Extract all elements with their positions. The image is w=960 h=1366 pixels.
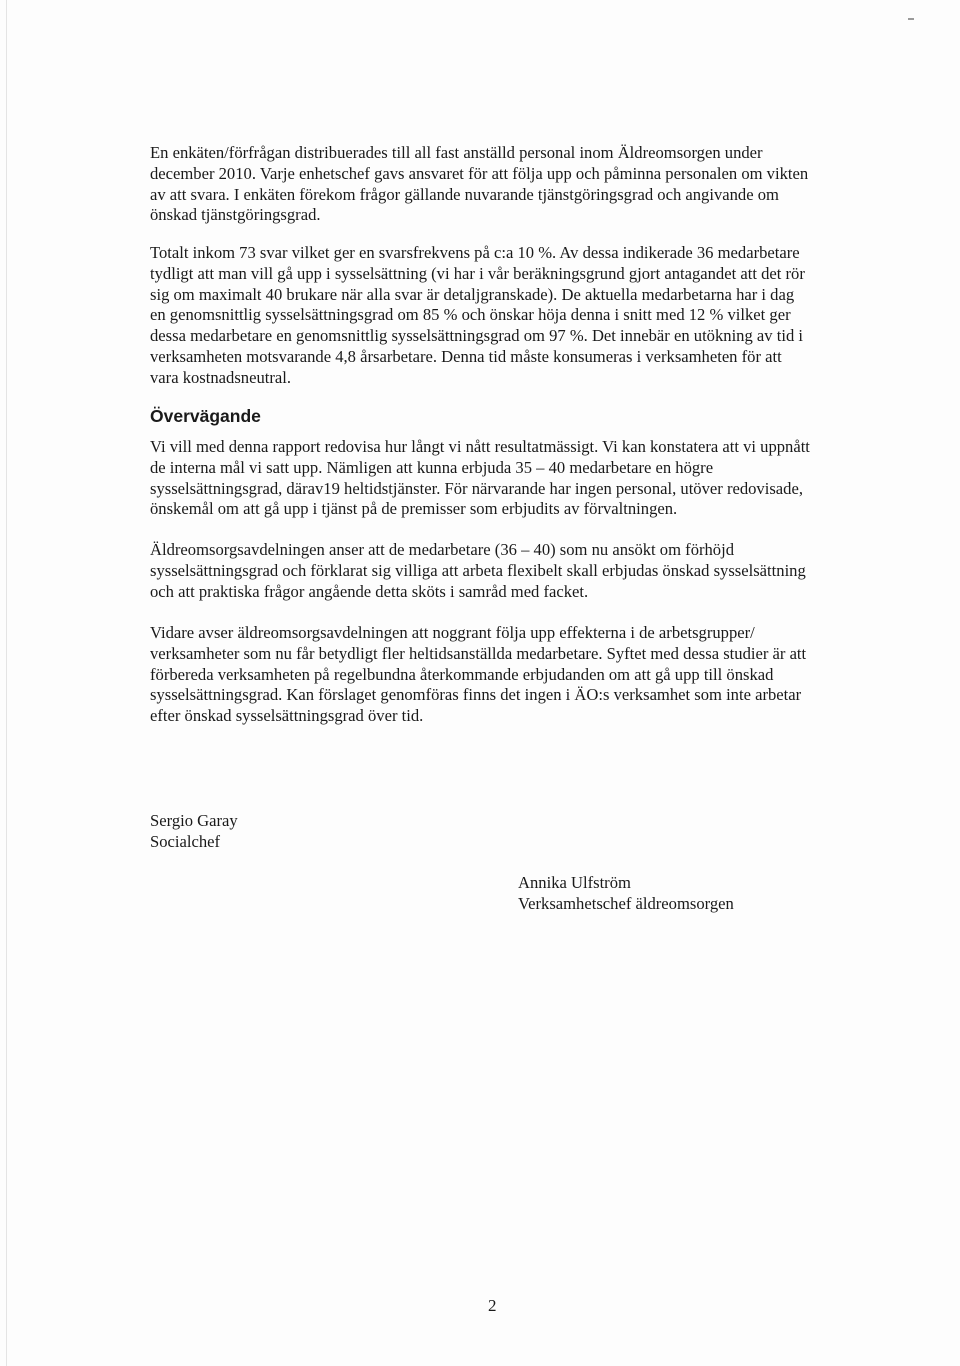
text-line: sysselsättningsgrad och förklarat sig villiga att arbeta flexibelt skall erbjudas önskad sysselsättning — [150, 560, 806, 580]
signature-name: Annika Ulfström — [518, 873, 631, 892]
scan-mark — [908, 18, 914, 20]
text-line: av att svara. I enkäten förekom frågor gällande nuvarande tjänstgöringsgrad och angivande om — [150, 184, 779, 204]
text-line: sig om maximalt 40 brukare när alla svar är detaljgranskade). De aktuella medarbetarna har i dag — [150, 284, 795, 304]
text-line: och att praktiska frågor angående detta sköts i samråd med facket. — [150, 581, 589, 601]
text-line: tydligt att man vill gå upp i sysselsättning (vi har i vår beräkningsgrund gjort antagandet att det rör — [150, 263, 805, 283]
text-line: sysselsättningsgrad. Kan förslaget genomföras finns det ingen i ÄO:s verksamhet som inte arbetar — [150, 685, 802, 705]
signature-block-social-chief — [150, 810, 238, 852]
paragraph-survey-distribution — [150, 143, 850, 226]
text-line: verksamheten motsvarande 4,8 årsarbetare. Denna tid måste konsumeras i verksamheten för att — [150, 346, 782, 366]
text-line: Äldreomsorgsavdelningen anser att de medarbetare (36 – 40) som nu ansökt om förhöjd — [150, 540, 735, 559]
text-line: Vi vill med denna rapport redovisa hur långt vi nått resultatmässigt. Vi kan konstatera att vi uppnått — [150, 437, 810, 456]
text-line: förbereda verksamheten på regelbundna återkommande erbjudanden om att gå upp till önskad — [150, 664, 774, 684]
section-heading: Övervägande — [150, 406, 261, 426]
signature-name: Sergio Garay — [150, 811, 238, 830]
signature-title: Verksamhetschef äldreomsorgen — [518, 894, 734, 913]
signature-block-operations-manager — [518, 872, 734, 914]
paragraph-department-opinion — [150, 540, 850, 602]
text-line: dessa medarbetare en genomsnittlig sysselsättningsgrad om 97 %. Det innebär en utökning av tid i — [150, 326, 804, 346]
text-line: En enkäten/förfrågan distribuerades till all fast anställd personal inom Äldreomsorgen under — [150, 143, 763, 162]
text-line: de interna mål vi satt upp. Nämligen att kunna erbjuda 35 – 40 medarbetare en högre — [150, 457, 714, 477]
text-line: efter önskad sysselsättningsgrad över tid. — [150, 706, 424, 726]
text-line: en genomsnittlig sysselsättningsgrad om 85 % och önskar höja denna i snitt med 12 % vilket ger — [150, 305, 791, 325]
text-line: december 2010. Varje enhetschef gavs ansvaret för att följa upp och påminna personalen om vikten — [150, 163, 809, 183]
scan-edge-line — [6, 0, 7, 1366]
text-line: önskemål om att gå upp i tjänst på de premisser som erbjudits av förvaltningen. — [150, 499, 678, 519]
text-line: Vidare avser äldreomsorgsavdelningen att noggrant följa upp effekterna i de arbetsgrupper/ — [150, 623, 755, 642]
paragraph-report-results — [150, 437, 850, 520]
text-line: sysselsättningsgrad, därav19 heltidstjänster. För närvarande har ingen personal, utöver redovisade, — [150, 478, 803, 498]
text-line: verksamheter som nu får betydligt fler heltidsanställda medarbetare. Syftet med dessa studier är att — [150, 643, 807, 663]
page-number: 2 — [488, 1296, 497, 1315]
paragraph-follow-up — [150, 623, 850, 727]
text-line: vara kostnadsneutral. — [150, 367, 291, 387]
text-line: Totalt inkom 73 svar vilket ger en svarsfrekvens på c:a 10 %. Av dessa indikerade 36 medarbetare — [150, 243, 800, 262]
signature-title: Socialchef — [150, 832, 221, 851]
text-line: önskad tjänstgöringsgrad. — [150, 205, 321, 225]
paragraph-survey-results — [150, 243, 850, 389]
